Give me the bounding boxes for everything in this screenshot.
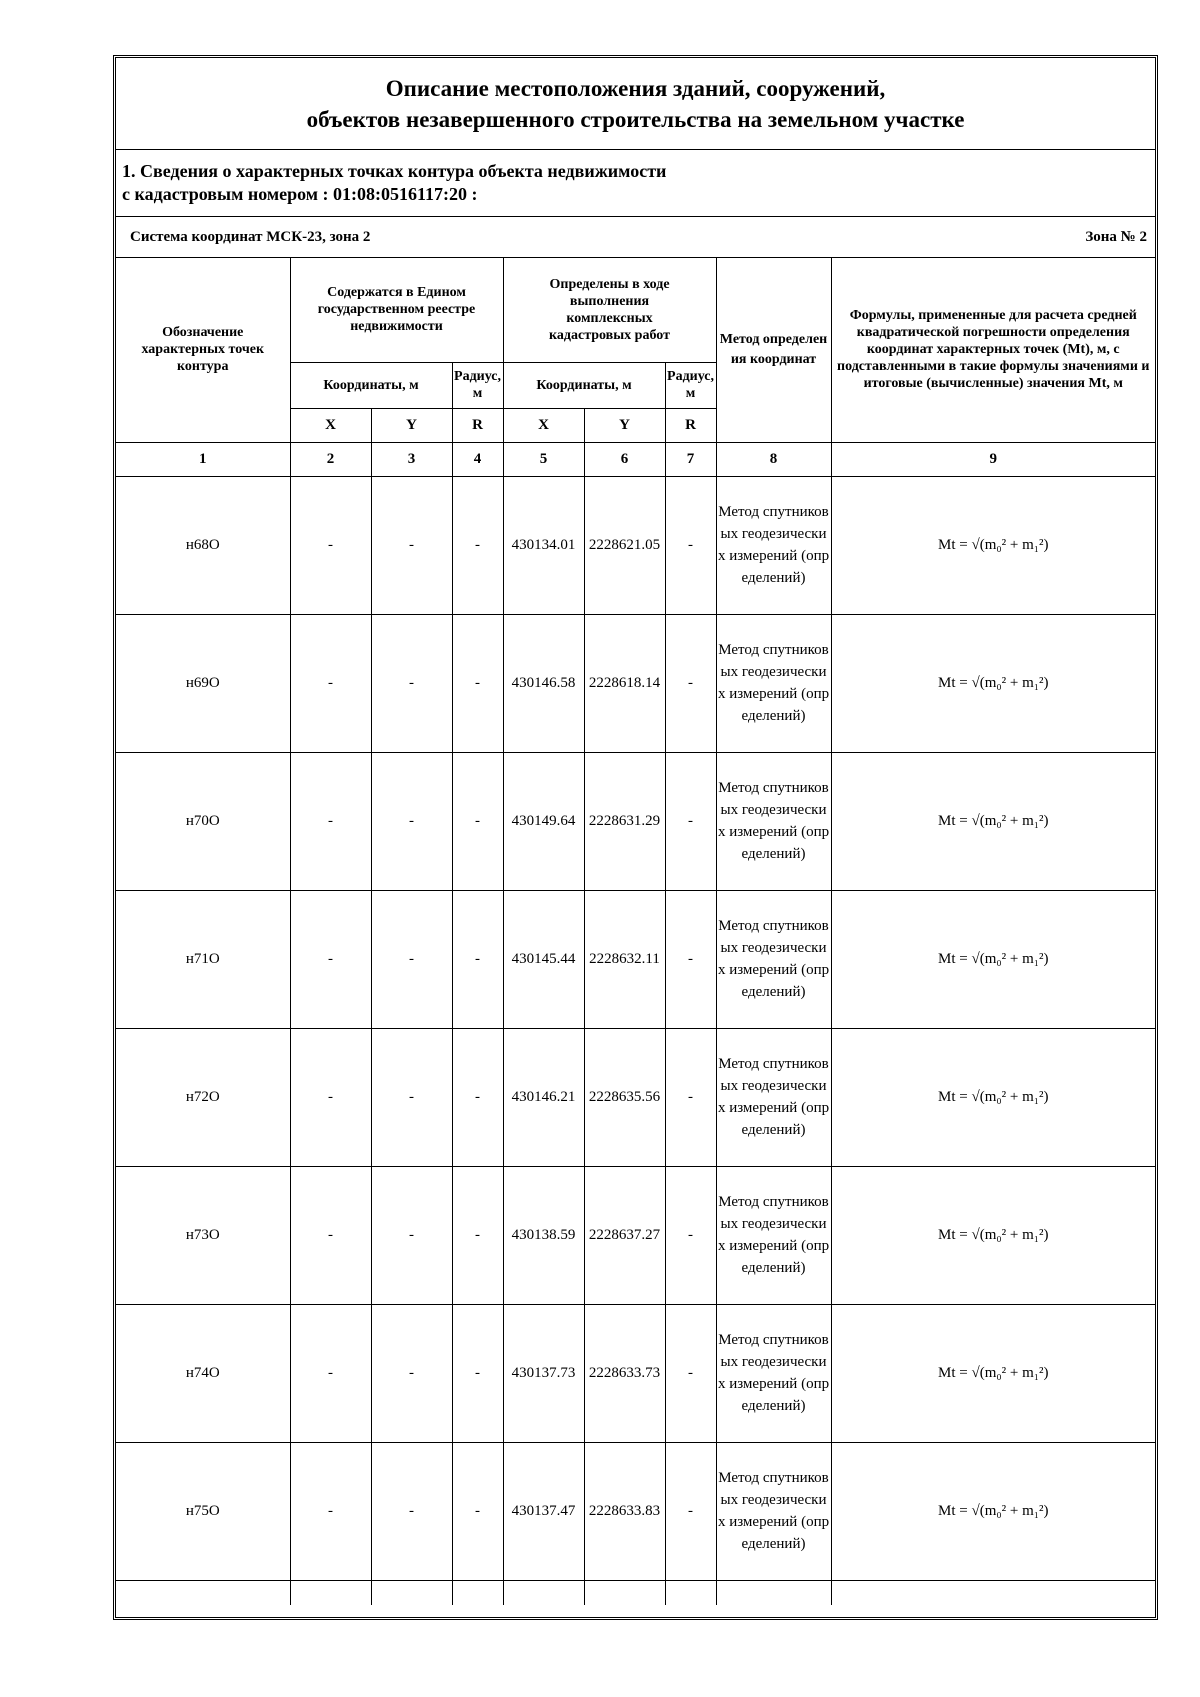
header-formula: Формулы, примененные для расчета средней квадратической погрешности определения координат характерных точек (Mt), м, с подставленными в такие формулы значениями и итоговые (вычисленные) значения Mt, м — [831, 258, 1155, 442]
table-row — [116, 1166, 1155, 1304]
section-heading — [116, 150, 1155, 217]
method-cell: Метод спутниковых геодезических измерений (определений) — [716, 890, 831, 1028]
radius-cell: - — [665, 752, 716, 890]
formula-cell: Mt = √(m₀² + m₁²) — [831, 890, 1155, 1028]
x-egrn-cell: - — [290, 890, 371, 1028]
column-number: 7 — [665, 442, 716, 476]
column-number: 3 — [371, 442, 452, 476]
header-point-designation: Обозначение характерных точек контура — [116, 258, 290, 442]
header-egrn: Содержатся в Едином государственном реестре недвижимости — [290, 258, 503, 362]
table-row — [116, 1442, 1155, 1580]
header-method: Метод определения координат — [716, 258, 831, 442]
x-coordinate-cell: 430138.59 — [503, 1166, 584, 1304]
section-line-1: 1. Сведения о характерных точках контура объекта недвижимости — [122, 161, 667, 181]
point-designation: н70О — [116, 752, 290, 890]
radius-cell: - — [665, 1166, 716, 1304]
x-egrn-cell: - — [290, 614, 371, 752]
table-row — [116, 476, 1155, 614]
x-coordinate-cell: 430146.58 — [503, 614, 584, 752]
x-coordinate-cell: 430134.01 — [503, 476, 584, 614]
r-egrn-cell: - — [452, 614, 503, 752]
r-egrn-cell: - — [452, 1166, 503, 1304]
table-row — [116, 752, 1155, 890]
r-egrn-cell: - — [452, 1442, 503, 1580]
formula-cell: Mt = √(m₀² + m₁²) — [831, 752, 1155, 890]
method-cell: Метод спутниковых геодезических измерений (определений) — [716, 614, 831, 752]
y-coordinate-cell: 2228637.27 — [584, 1166, 665, 1304]
x-coordinate-cell: 430137.73 — [503, 1304, 584, 1442]
header-coords-kkr: Координаты, м — [503, 362, 665, 408]
document — [116, 58, 1155, 1605]
x-coordinate-cell: 430137.47 — [503, 1442, 584, 1580]
x-egrn-cell: - — [290, 476, 371, 614]
y-coordinate-cell: 2228618.14 — [584, 614, 665, 752]
method-cell: Метод спутниковых геодезических измерений (определений) — [716, 1304, 831, 1442]
header-kkr: Определены в ходе выполнения комплексных кадастровых работ — [503, 258, 716, 362]
table-row — [116, 1028, 1155, 1166]
formula-cell: Mt = √(m₀² + m₁²) — [831, 476, 1155, 614]
method-cell: Метод спутниковых геодезических измерений (определений) — [716, 1442, 831, 1580]
section-line-2: с кадастровым номером : 01:08:0516117:20 : — [122, 184, 478, 204]
column-number: 8 — [716, 442, 831, 476]
y-egrn-cell: - — [371, 1304, 452, 1442]
y-egrn-cell: - — [371, 1166, 452, 1304]
y-egrn-cell: - — [371, 752, 452, 890]
column-numbers-row — [116, 442, 1155, 476]
document-title — [116, 58, 1155, 150]
x-egrn-cell: - — [290, 752, 371, 890]
r-egrn-cell: - — [452, 1304, 503, 1442]
r-egrn-cell: - — [452, 1028, 503, 1166]
y-egrn-cell: - — [371, 1442, 452, 1580]
y-egrn-cell: - — [371, 890, 452, 1028]
header-y-egrn: Y — [371, 408, 452, 442]
header-y-kkr: Y — [584, 408, 665, 442]
point-designation: н68О — [116, 476, 290, 614]
column-number: 6 — [584, 442, 665, 476]
y-coordinate-cell: 2228635.56 — [584, 1028, 665, 1166]
x-coordinate-cell: 430145.44 — [503, 890, 584, 1028]
y-egrn-cell: - — [371, 1028, 452, 1166]
table-row — [116, 614, 1155, 752]
formula-cell: Mt = √(m₀² + m₁²) — [831, 1442, 1155, 1580]
r-egrn-cell: - — [452, 752, 503, 890]
radius-cell: - — [665, 890, 716, 1028]
table-row — [116, 890, 1155, 1028]
zone-number: Зона № 2 — [1085, 228, 1147, 245]
x-coordinate-cell: 430149.64 — [503, 752, 584, 890]
table-row — [116, 1304, 1155, 1442]
title-line-2: объектов незавершенного строительства на земельном участке — [306, 106, 965, 132]
point-designation: н75О — [116, 1442, 290, 1580]
y-coordinate-cell: 2228621.05 — [584, 476, 665, 614]
header-x-kkr: X — [503, 408, 584, 442]
column-number: 5 — [503, 442, 584, 476]
y-coordinate-cell: 2228632.11 — [584, 890, 665, 1028]
radius-cell: - — [665, 1304, 716, 1442]
header-r-kkr: R — [665, 408, 716, 442]
x-egrn-cell: - — [290, 1442, 371, 1580]
y-egrn-cell: - — [371, 476, 452, 614]
column-number: 9 — [831, 442, 1155, 476]
points-table — [116, 258, 1155, 1605]
formula-cell: Mt = √(m₀² + m₁²) — [831, 1304, 1155, 1442]
formula-cell: Mt = √(m₀² + m₁²) — [831, 614, 1155, 752]
r-egrn-cell: - — [452, 476, 503, 614]
x-egrn-cell: - — [290, 1028, 371, 1166]
y-coordinate-cell: 2228633.73 — [584, 1304, 665, 1442]
column-number: 1 — [116, 442, 290, 476]
method-cell: Метод спутниковых геодезических измерений (определений) — [716, 752, 831, 890]
point-designation: н71О — [116, 890, 290, 1028]
header-r-egrn: R — [452, 408, 503, 442]
coordinate-system: Система координат МСК-23, зона 2 — [130, 228, 371, 245]
point-designation: н69О — [116, 614, 290, 752]
radius-cell: - — [665, 1028, 716, 1166]
coordinate-system-row — [116, 217, 1155, 258]
header-x-egrn: X — [290, 408, 371, 442]
header-radius-kkr: Радиус, м — [665, 362, 716, 408]
point-designation: н72О — [116, 1028, 290, 1166]
header-radius-egrn: Радиус, м — [452, 362, 503, 408]
column-number: 2 — [290, 442, 371, 476]
method-cell: Метод спутниковых геодезических измерений (определений) — [716, 476, 831, 614]
method-cell: Метод спутниковых геодезических измерений (определений) — [716, 1166, 831, 1304]
y-coordinate-cell: 2228633.83 — [584, 1442, 665, 1580]
point-designation: н73О — [116, 1166, 290, 1304]
point-designation: н74О — [116, 1304, 290, 1442]
y-egrn-cell: - — [371, 614, 452, 752]
x-egrn-cell: - — [290, 1304, 371, 1442]
title-line-1: Описание местоположения зданий, сооружений, — [385, 75, 886, 101]
x-egrn-cell: - — [290, 1166, 371, 1304]
radius-cell: - — [665, 1442, 716, 1580]
radius-cell: - — [665, 614, 716, 752]
column-number: 4 — [452, 442, 503, 476]
radius-cell: - — [665, 476, 716, 614]
r-egrn-cell: - — [452, 890, 503, 1028]
x-coordinate-cell: 430146.21 — [503, 1028, 584, 1166]
blank-row — [116, 1580, 1155, 1605]
formula-cell: Mt = √(m₀² + m₁²) — [831, 1166, 1155, 1304]
method-cell: Метод спутниковых геодезических измерений (определений) — [716, 1028, 831, 1166]
y-coordinate-cell: 2228631.29 — [584, 752, 665, 890]
formula-cell: Mt = √(m₀² + m₁²) — [831, 1028, 1155, 1166]
header-coords-egrn: Координаты, м — [290, 362, 452, 408]
